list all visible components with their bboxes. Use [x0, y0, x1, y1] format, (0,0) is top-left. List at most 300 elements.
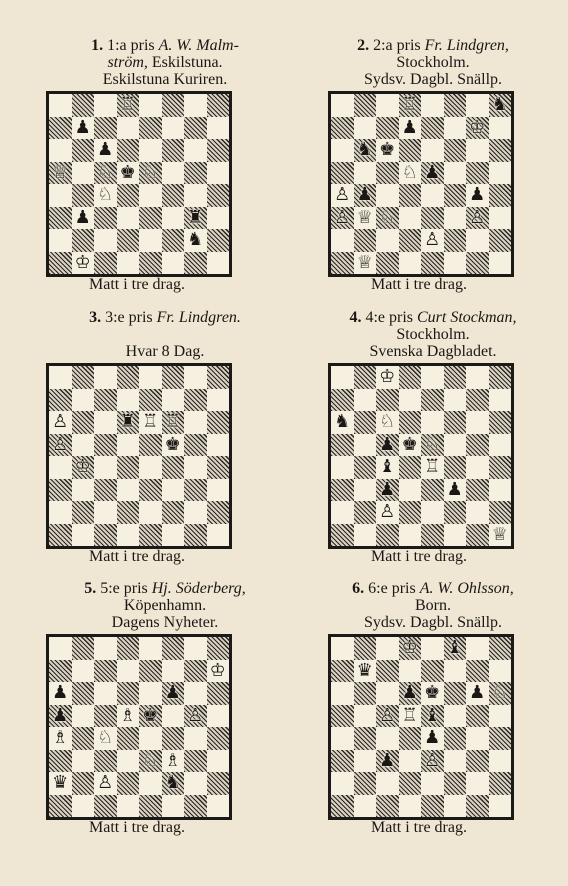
board-square — [354, 705, 377, 728]
black-pawn-icon: ♟ — [164, 682, 181, 704]
board-square — [399, 94, 422, 117]
board-square — [489, 682, 512, 705]
white-knight-icon: ♘ — [379, 411, 396, 433]
board-square — [162, 795, 185, 818]
board-square — [184, 637, 207, 660]
board-square — [399, 637, 422, 660]
black-knight-icon: ♞ — [187, 229, 204, 251]
board-square — [489, 795, 512, 818]
board-square — [331, 139, 354, 162]
board-square — [354, 637, 377, 660]
black-king-icon: ♚ — [119, 161, 136, 183]
chess-board — [328, 91, 514, 277]
board-square — [72, 117, 95, 140]
board-square — [466, 772, 489, 795]
black-pawn-icon: ♟ — [469, 682, 486, 704]
board-square — [376, 207, 399, 230]
board-square — [421, 229, 444, 252]
board-square — [207, 501, 230, 524]
board-square — [421, 366, 444, 389]
board-square — [184, 705, 207, 728]
white-queen-icon: ♕ — [356, 251, 373, 273]
problem-location — [40, 597, 290, 614]
problem-caption: Matt i tre drag. — [89, 276, 185, 293]
black-knight-icon: ♞ — [356, 139, 373, 161]
problem-caption: Matt i tre drag. — [371, 548, 467, 565]
board-square — [421, 117, 444, 140]
board-square — [376, 501, 399, 524]
problem-number: 6. — [352, 580, 365, 597]
black-king-icon: ♚ — [424, 682, 441, 704]
board-square — [466, 456, 489, 479]
board-square — [331, 660, 354, 683]
board-square — [184, 524, 207, 547]
board-square — [354, 682, 377, 705]
board-square — [444, 637, 467, 660]
board-square — [354, 501, 377, 524]
board-square — [162, 682, 185, 705]
board-square — [421, 501, 444, 524]
board-square — [117, 389, 140, 412]
board-square — [331, 366, 354, 389]
board-square — [117, 660, 140, 683]
board-square — [444, 479, 467, 502]
board-square — [162, 184, 185, 207]
board-square — [444, 389, 467, 412]
problem-source: Dagens Nyheter. — [111, 614, 219, 631]
problem-location — [40, 54, 290, 71]
board-square — [72, 456, 95, 479]
board-square — [399, 479, 422, 502]
board-square — [421, 479, 444, 502]
board-square — [94, 366, 117, 389]
location-text: Stockholm. — [396, 54, 470, 71]
board-square — [376, 772, 399, 795]
board-square — [399, 184, 422, 207]
board-square — [184, 229, 207, 252]
board-square — [117, 456, 140, 479]
black-pawn-icon: ♟ — [74, 206, 91, 228]
black-pawn-icon: ♟ — [469, 184, 486, 206]
board-square — [331, 389, 354, 412]
board-square — [117, 524, 140, 547]
white-pawn-icon: ♙ — [469, 206, 486, 228]
board-square — [94, 660, 117, 683]
board-square — [162, 411, 185, 434]
board-square — [94, 252, 117, 275]
board-square — [466, 682, 489, 705]
board-square — [72, 162, 95, 185]
board-square — [489, 750, 512, 773]
board-square — [184, 795, 207, 818]
author-name: A. W. Ohlsson, — [419, 580, 514, 597]
location-text: Stockholm. — [396, 326, 470, 343]
board-square — [444, 139, 467, 162]
board-square — [117, 501, 140, 524]
board-square — [184, 750, 207, 773]
board-square — [399, 162, 422, 185]
board-square — [331, 772, 354, 795]
board-square — [399, 366, 422, 389]
black-pawn-icon: ♟ — [424, 727, 441, 749]
black-pawn-icon: ♟ — [379, 749, 396, 771]
board-square — [117, 139, 140, 162]
black-pawn-icon: ♟ — [379, 478, 396, 500]
board-square — [94, 772, 117, 795]
board-square — [72, 705, 95, 728]
board-square — [117, 682, 140, 705]
board-square — [376, 366, 399, 389]
board-square — [399, 117, 422, 140]
board-square — [49, 727, 72, 750]
black-queen-icon: ♛ — [356, 659, 373, 681]
board-square — [139, 411, 162, 434]
board-square — [139, 727, 162, 750]
board-square — [489, 411, 512, 434]
board-square — [117, 94, 140, 117]
board-square — [117, 366, 140, 389]
board-square — [184, 727, 207, 750]
board-square — [376, 524, 399, 547]
board-square — [399, 207, 422, 230]
problem-caption: Matt i tre drag. — [89, 548, 185, 565]
board-square — [376, 139, 399, 162]
board-square — [117, 162, 140, 185]
board-square — [94, 479, 117, 502]
board-square — [117, 229, 140, 252]
board-square — [117, 637, 140, 660]
board-square — [49, 501, 72, 524]
board-square — [444, 434, 467, 457]
board-square — [421, 750, 444, 773]
board-square — [354, 366, 377, 389]
white-bishop-icon: ♗ — [119, 704, 136, 726]
board-square — [489, 637, 512, 660]
board-square — [399, 682, 422, 705]
board-square — [162, 705, 185, 728]
white-rook-icon: ♖ — [424, 456, 441, 478]
board-square — [162, 366, 185, 389]
board-square — [466, 524, 489, 547]
board-square — [207, 772, 230, 795]
board-square — [207, 705, 230, 728]
board-square — [444, 94, 467, 117]
board-square — [94, 184, 117, 207]
board-square — [162, 434, 185, 457]
board-square — [117, 772, 140, 795]
problem-caption: Matt i tre drag. — [371, 819, 467, 836]
board-square — [117, 117, 140, 140]
white-pawn-icon: ♙ — [187, 704, 204, 726]
board-square — [331, 795, 354, 818]
board-square — [139, 389, 162, 412]
board-square — [72, 229, 95, 252]
black-bishop-icon: ♝ — [379, 456, 396, 478]
prize-label: 4:e pris — [365, 309, 413, 326]
board-square — [399, 660, 422, 683]
board-square — [139, 524, 162, 547]
board-square — [421, 456, 444, 479]
board-square — [444, 456, 467, 479]
board-square — [184, 660, 207, 683]
problem-source: Sydsv. Dagbl. Snällp. — [363, 614, 503, 631]
white-pawn-icon: ♙ — [52, 433, 69, 455]
board-square — [354, 434, 377, 457]
white-pawn-icon: ♙ — [52, 411, 69, 433]
board-square — [162, 660, 185, 683]
board-square — [207, 184, 230, 207]
board-square — [72, 795, 95, 818]
black-bishop-icon: ♝ — [424, 704, 441, 726]
black-bishop-icon: ♝ — [446, 637, 463, 659]
black-pawn-icon: ♟ — [401, 116, 418, 138]
board-square — [466, 434, 489, 457]
problem-number: 1. — [91, 37, 104, 54]
chess-board — [46, 363, 232, 549]
board-square — [207, 682, 230, 705]
board-square — [72, 750, 95, 773]
board-square — [162, 772, 185, 795]
board-square — [444, 411, 467, 434]
white-rook-icon: ♖ — [401, 704, 418, 726]
board-square — [354, 252, 377, 275]
white-king-icon: ♔ — [469, 116, 486, 138]
board-square — [139, 229, 162, 252]
board-square — [354, 750, 377, 773]
board-square — [489, 94, 512, 117]
board-square — [354, 479, 377, 502]
board-square — [139, 795, 162, 818]
prize-label: 6:e pris — [368, 580, 416, 597]
chess-board — [328, 634, 514, 820]
board-square — [444, 117, 467, 140]
board-square — [117, 727, 140, 750]
prize-label: 2:a pris — [373, 37, 421, 54]
board-square — [376, 705, 399, 728]
board-square — [94, 117, 117, 140]
board-square — [72, 94, 95, 117]
board-square — [331, 705, 354, 728]
board-square — [207, 750, 230, 773]
board-square — [376, 727, 399, 750]
location-italic: ström, — [107, 54, 148, 71]
board-square — [94, 207, 117, 230]
board-square — [162, 524, 185, 547]
board-square — [376, 389, 399, 412]
black-king-icon: ♚ — [379, 139, 396, 161]
white-pawn-icon: ♙ — [334, 184, 351, 206]
white-king-icon: ♔ — [209, 659, 226, 681]
board-square — [466, 139, 489, 162]
board-square — [207, 139, 230, 162]
board-square — [399, 750, 422, 773]
board-square — [331, 456, 354, 479]
board-square — [139, 479, 162, 502]
board-square — [207, 637, 230, 660]
board-square — [399, 139, 422, 162]
board-square — [94, 705, 117, 728]
board-square — [139, 434, 162, 457]
board-square — [489, 184, 512, 207]
board-square — [139, 501, 162, 524]
board-square — [421, 207, 444, 230]
white-bishop-icon: ♗ — [164, 749, 181, 771]
problem-source: Hvar 8 Dag. — [125, 343, 205, 360]
board-square — [466, 117, 489, 140]
board-square — [162, 456, 185, 479]
board-square — [444, 252, 467, 275]
board-square — [444, 772, 467, 795]
board-square — [162, 94, 185, 117]
board-square — [162, 389, 185, 412]
board-square — [331, 411, 354, 434]
board-square — [49, 524, 72, 547]
board-square — [354, 389, 377, 412]
white-pawn-icon: ♙ — [424, 749, 441, 771]
board-square — [331, 750, 354, 773]
problem-caption: Matt i tre drag. — [371, 276, 467, 293]
board-square — [376, 162, 399, 185]
board-square — [421, 434, 444, 457]
board-square — [331, 479, 354, 502]
board-square — [184, 117, 207, 140]
board-square — [354, 117, 377, 140]
board-square — [421, 524, 444, 547]
white-pawn-icon: ♙ — [379, 704, 396, 726]
board-square — [466, 479, 489, 502]
board-square — [184, 94, 207, 117]
board-square — [72, 727, 95, 750]
board-square — [376, 117, 399, 140]
board-square — [184, 456, 207, 479]
white-pawn-icon: ♙ — [334, 206, 351, 228]
board-square — [139, 207, 162, 230]
location-text: Eskilstuna. — [147, 54, 223, 71]
black-king-icon: ♚ — [164, 433, 181, 455]
board-square — [162, 117, 185, 140]
board-square — [466, 184, 489, 207]
board-square — [331, 184, 354, 207]
board-square — [94, 501, 117, 524]
board-square — [376, 434, 399, 457]
board-square — [444, 705, 467, 728]
board-square — [489, 389, 512, 412]
board-square — [354, 229, 377, 252]
board-square — [139, 117, 162, 140]
board-square — [139, 94, 162, 117]
board-square — [72, 637, 95, 660]
board-square — [207, 524, 230, 547]
board-square — [331, 252, 354, 275]
white-knight-icon: ♘ — [97, 161, 114, 183]
board-square — [94, 139, 117, 162]
problem-heading — [308, 37, 558, 54]
board-square — [72, 184, 95, 207]
board-square — [72, 139, 95, 162]
board-square — [421, 705, 444, 728]
black-pawn-icon: ♟ — [401, 682, 418, 704]
board-square — [444, 727, 467, 750]
board-square — [331, 637, 354, 660]
problem-heading — [308, 309, 558, 326]
board-square — [376, 411, 399, 434]
board-square — [444, 660, 467, 683]
white-king-icon: ♔ — [379, 366, 396, 388]
board-square — [49, 366, 72, 389]
board-square — [207, 94, 230, 117]
board-square — [466, 795, 489, 818]
board-square — [489, 207, 512, 230]
black-pawn-icon: ♟ — [74, 116, 91, 138]
board-square — [139, 682, 162, 705]
black-queen-icon: ♛ — [52, 772, 69, 794]
problem-number: 2. — [357, 37, 370, 54]
board-square — [399, 772, 422, 795]
board-square — [399, 727, 422, 750]
board-square — [207, 795, 230, 818]
white-rook-icon: ♖ — [401, 94, 418, 116]
board-square — [489, 229, 512, 252]
white-rook-icon: ♖ — [142, 411, 159, 433]
board-square — [399, 524, 422, 547]
black-king-icon: ♚ — [401, 433, 418, 455]
white-rook-icon: ♖ — [119, 94, 136, 116]
board-square — [72, 366, 95, 389]
board-square — [117, 411, 140, 434]
board-square — [184, 479, 207, 502]
board-square — [94, 162, 117, 185]
board-square — [184, 434, 207, 457]
board-square — [331, 207, 354, 230]
board-square — [94, 411, 117, 434]
board-square — [117, 207, 140, 230]
board-square — [489, 479, 512, 502]
white-bishop-icon: ♗ — [52, 727, 69, 749]
board-square — [94, 524, 117, 547]
problem-number: 3. — [89, 309, 102, 326]
board-square — [466, 727, 489, 750]
board-square — [331, 434, 354, 457]
board-square — [94, 94, 117, 117]
board-square — [207, 162, 230, 185]
board-square — [399, 795, 422, 818]
board-square — [184, 772, 207, 795]
board-square — [72, 660, 95, 683]
board-square — [489, 501, 512, 524]
board-square — [94, 434, 117, 457]
board-square — [207, 411, 230, 434]
board-square — [489, 660, 512, 683]
board-square — [207, 389, 230, 412]
board-square — [207, 660, 230, 683]
board-square — [466, 501, 489, 524]
board-square — [421, 411, 444, 434]
board-square — [421, 682, 444, 705]
board-square — [376, 456, 399, 479]
white-knight-icon: ♘ — [491, 682, 508, 704]
board-square — [49, 434, 72, 457]
white-knight-icon: ♘ — [142, 749, 159, 771]
board-square — [49, 162, 72, 185]
black-pawn-icon: ♟ — [52, 682, 69, 704]
board-square — [354, 795, 377, 818]
board-square — [207, 456, 230, 479]
white-pawn-icon: ♙ — [424, 229, 441, 251]
board-square — [49, 750, 72, 773]
board-square — [117, 750, 140, 773]
board-square — [139, 660, 162, 683]
board-square — [49, 117, 72, 140]
